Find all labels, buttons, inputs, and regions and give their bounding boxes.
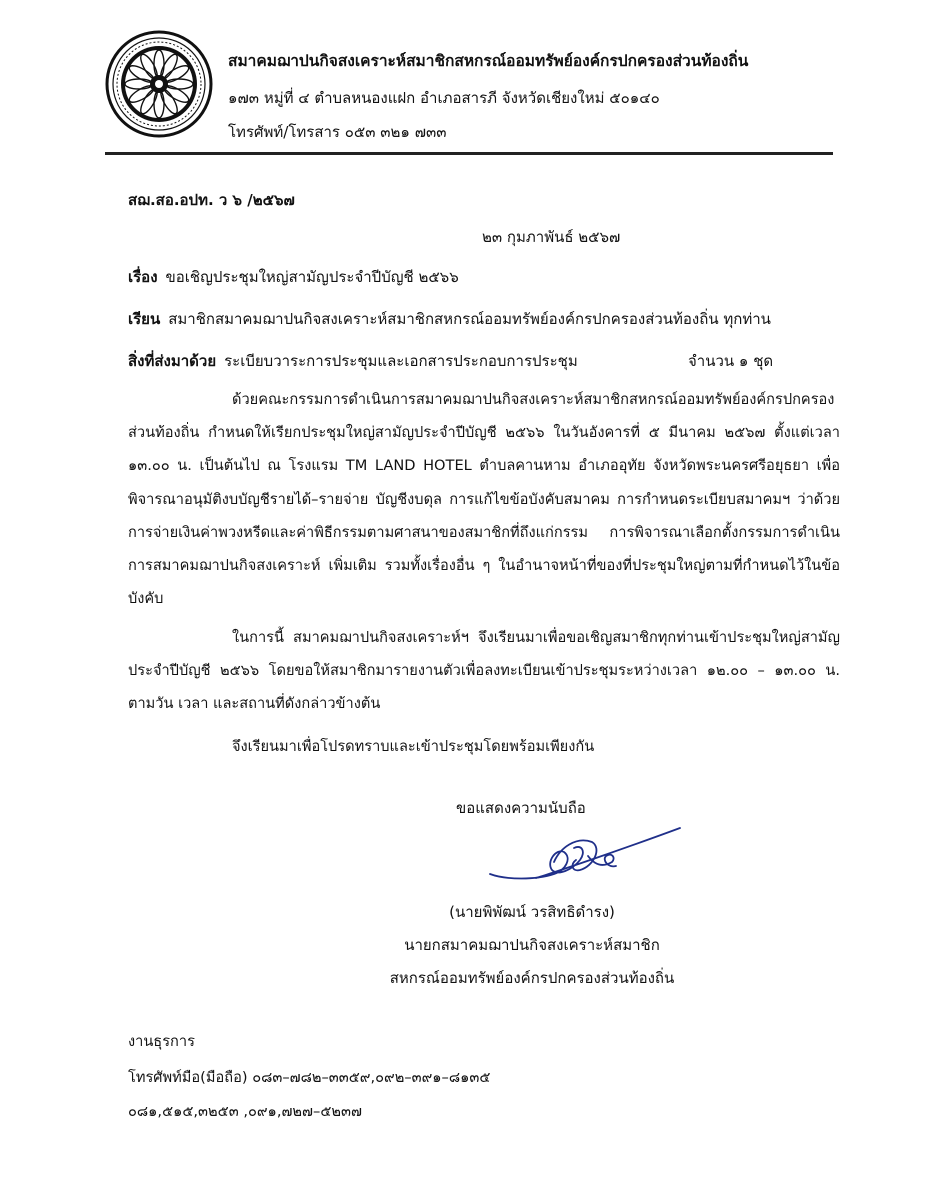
enclosure-label: สิ่งที่ส่งมาด้วย [128,352,217,370]
association-seal-icon [105,30,213,138]
signer-name: (นายพิพัฒน์ วรสิทธิดำรง) [449,903,615,921]
contact-mobile: โทรศัพท์มือ(มือถือ) ๐๘๓–๗๘๒–๓๓๕๙,๐๙๒–๓๙๑–๘๑๓๕ [128,1069,491,1086]
organization-address: ๑๗๓ หมู่ที่ ๔ ตำบลหนองแฝก อำเภอสารภี จังหวัดเชียงใหม่ ๕๐๑๔๐ [228,89,660,107]
body-paragraph-2: ในการนี้ สมาคมฌาปนกิจสงเคราะห์ฯ จึงเรียนมาเพื่อขอเชิญสมาชิกทุกท่านเข้าประชุมใหญ่สามัญประจำปีบัญชี ๒๕๖๖ โดยขอให้สมาชิกมารายงานตัวเพื่อลงทะเบียนเข้าประชุมระหว่างเวลา ๑๒.๐๐ – ๑๓.๐๐ น. ตามวัน เวลา และสถานที่ดังกล่าวข้างต้น [128,629,840,713]
document-date: ๒๓ กุมภาพันธ์ ๒๕๖๗ [482,228,621,246]
signature-block [360,896,704,995]
signer-title-line-2: สหกรณ์ออมทรัพย์องค์กรปกครองส่วนท้องถิ่น [389,969,675,987]
organization-name: สมาคมฌาปนกิจสงเคราะห์สมาชิกสหกรณ์ออมทรัพย์องค์กรปกครองส่วนท้องถิ่น [228,52,749,70]
contact-department: งานธุรการ [128,1033,195,1050]
organization-phone: โทรศัพท์/โทรสาร ๐๕๓ ๓๒๑ ๗๓๓ [228,123,447,141]
signer-title-line-1: นายกสมาคมฌาปนกิจสงเคราะห์สมาชิก [404,936,660,954]
subject-label: เรื่อง [128,268,158,286]
closing-salutation: ขอแสดงความนับถือ [456,799,586,817]
enclosure-line [128,349,578,373]
enclosure-quantity: จำนวน ๑ ชุด [688,352,774,370]
document-number: สฌ.สอ.อปท. ว ๖ /๒๕๖๗ [128,191,295,209]
body-paragraph-1: ด้วยคณะกรรมการดำเนินการสมาคมฌาปนกิจสงเคราะห์สมาชิกสหกรณ์ออมทรัพย์องค์กรปกครองส่วนท้องถิ่น กำหนดให้เรียกประชุมใหญ่สามัญประจำปีบัญชี ๒๕๖๖ ในวันอังคารที่ ๕ มีนาคม ๒๕๖๗ ตั้งแต่เวลา ๑๓.๐๐ น. เป็นต้นไป ณ โรงแรม TM LAND HOTEL ตำบลคานหาม อำเภออุทัย จังหวัดพระนครศรีอยุธยา เพื่อพิจารณาอนุมัติงบบัญชีรายได้–รายจ่าย บัญชีงบดุล การแก้ไขข้อบังคับสมาคม การกำหนดระเบียบสมาคมฯ ว่าด้วยการจ่ายเงินค่าพวงหรีดและค่าพิธีกรรมตามศาสนาของสมาชิกที่ถึงแก่กรรม การพิจารณาเลือกตั้งกรรมการดำเนินการสมาคมฌาปนกิจสงเคราะห์ เพิ่มเติม รวมทั้งเรื่องอื่น ๆ ในอำนาจหน้าที่ของที่ประชุมใหญ่ตามที่กำหนดไว้ในข้อบังคับ [128,391,840,608]
subject-text: ขอเชิญประชุมใหญ่สามัญประจำปีบัญชี ๒๕๖๖ [165,268,459,286]
enclosure-text: ระเบียบวาระการประชุมและเอกสารประกอบการประชุม [224,352,578,370]
header-divider [105,152,833,155]
recipient-text: สมาชิกสมาคมฌาปนกิจสงเคราะห์สมาชิกสหกรณ์ออมทรัพย์องค์กรปกครองส่วนท้องถิ่น ทุกท่าน [168,310,771,328]
body-paragraph-3: จึงเรียนมาเพื่อโปรดทราบและเข้าประชุมโดยพร้อมเพียงกัน [232,738,595,755]
contact-mobile-2: ๐๘๑,๕๑๕,๓๒๕๓ ,๐๙๑,๗๒๗–๕๒๓๗ [128,1103,362,1120]
subject-line [128,265,459,289]
handwritten-signature-icon [476,818,686,898]
recipient-line [128,307,771,331]
recipient-label: เรียน [128,310,161,328]
